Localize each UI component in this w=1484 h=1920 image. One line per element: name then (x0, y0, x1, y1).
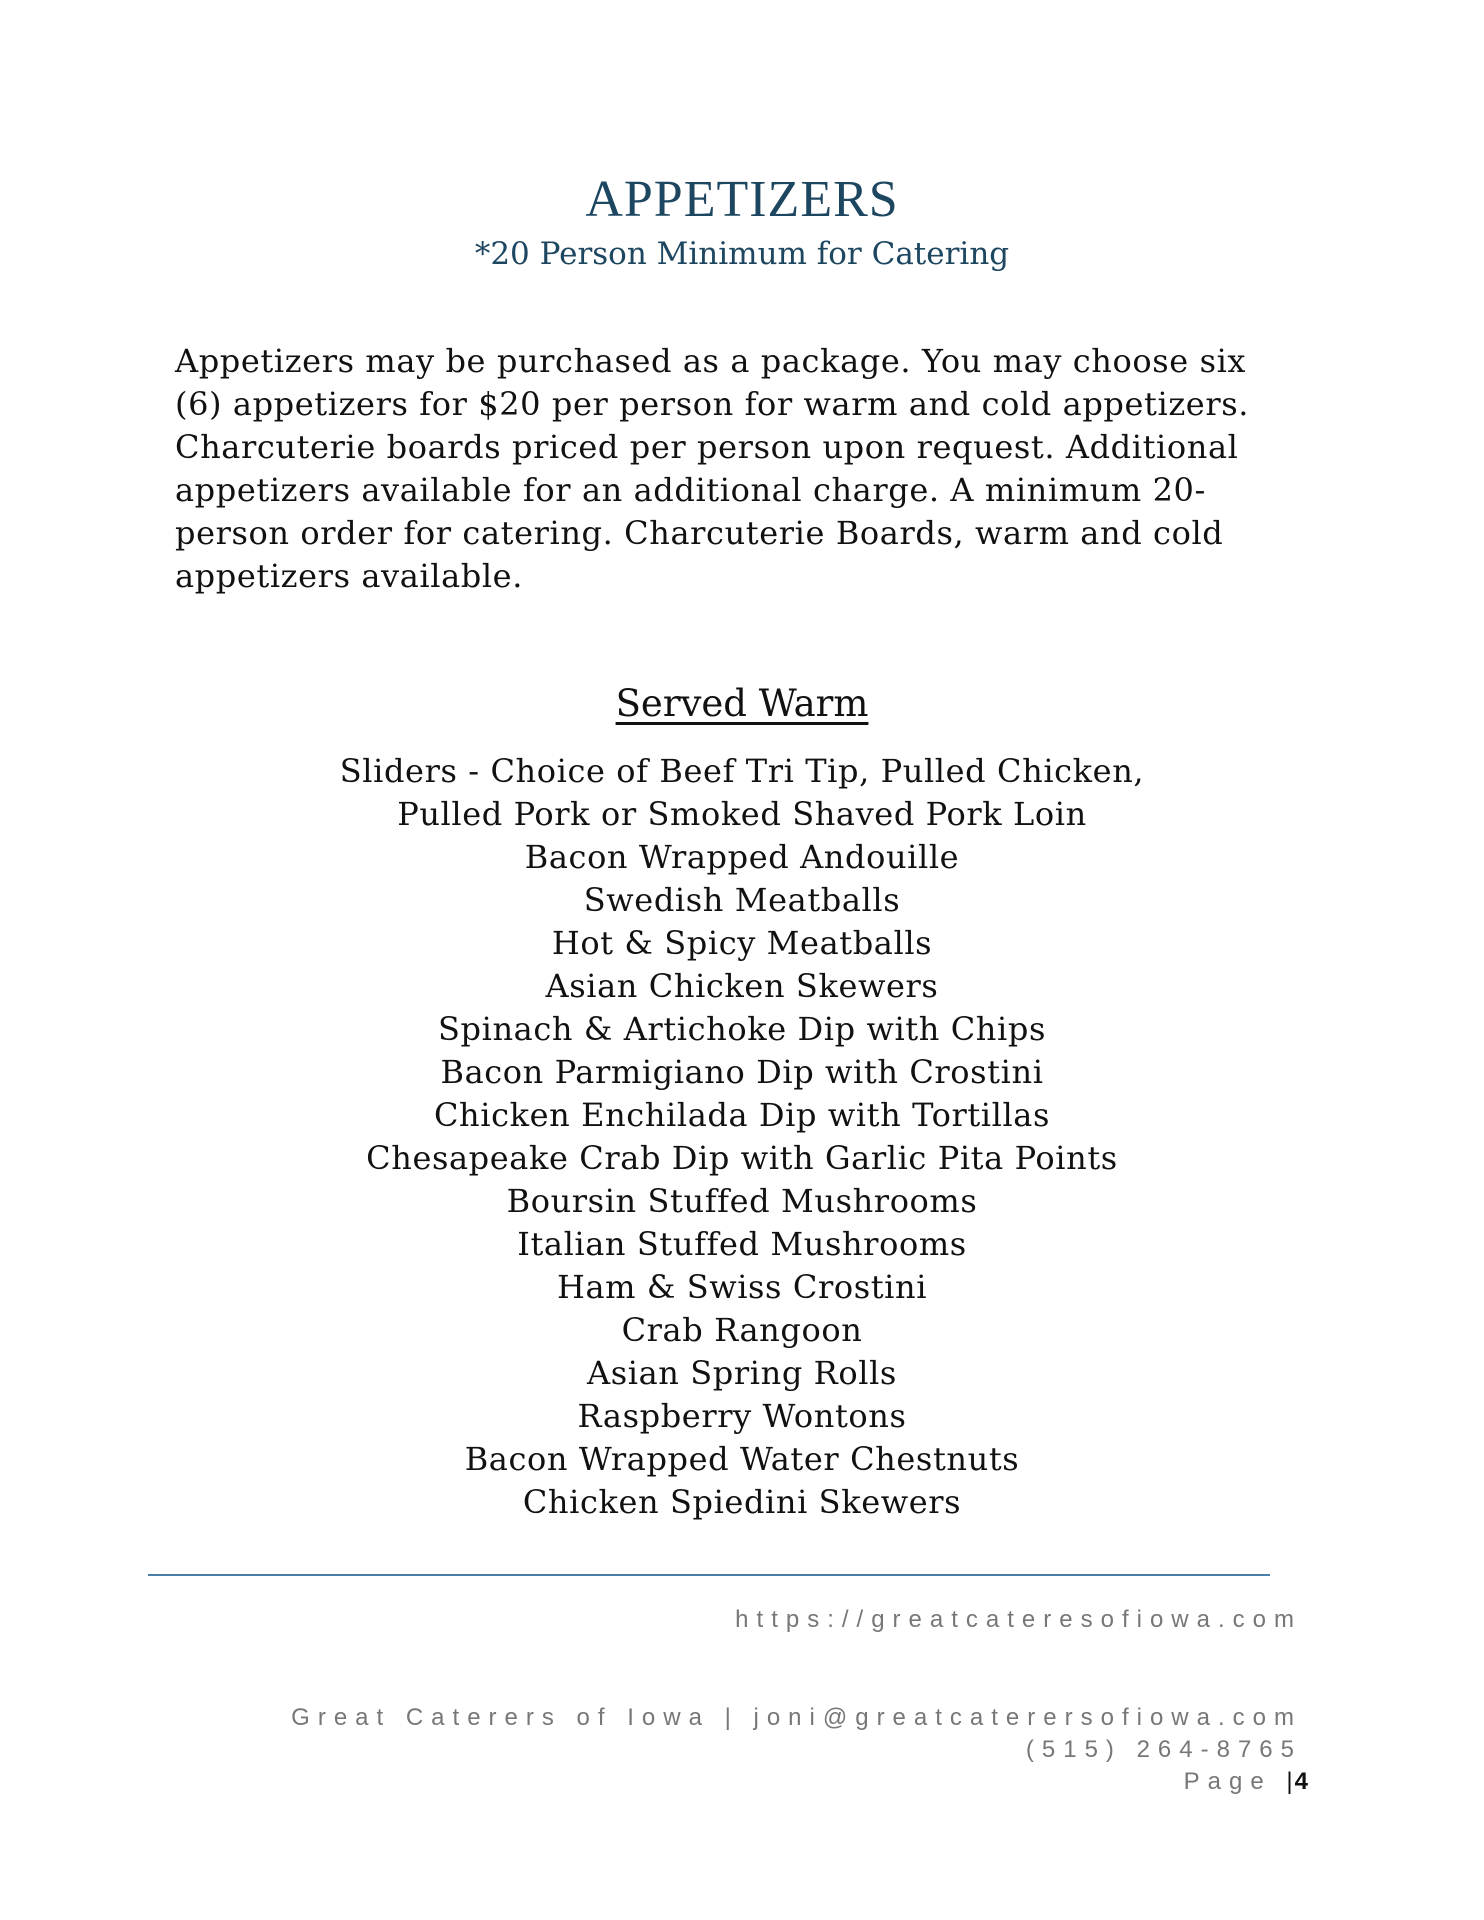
intro-line: appetizers available for an additional charge. A minimum 20- (175, 471, 1206, 509)
served-warm-list (0, 750, 1484, 1524)
footer-contact: Great Caterers of Iowa | joni@greatcaterersofiowa.com (291, 1704, 1302, 1731)
page-title: APPETIZERS (585, 171, 899, 228)
list-item: Chesapeake Crab Dip with Garlic Pita Points (366, 1139, 1118, 1177)
page-label: Page (1183, 1768, 1272, 1795)
list-item: Crab Rangoon (621, 1311, 863, 1349)
list-item: Ham & Swiss Crostini (556, 1268, 928, 1306)
footer-phone: (515) 264-8765 (1025, 1736, 1302, 1763)
list-item: Boursin Stuffed Mushrooms (506, 1182, 978, 1220)
intro-line: Appetizers may be purchased as a package. You may choose six (175, 342, 1247, 380)
intro-paragraph (175, 340, 1315, 598)
list-item: Bacon Wrapped Andouille (524, 838, 960, 876)
page-number: 4 (1294, 1768, 1308, 1795)
intro-line: (6) appetizers for $20 per person for warm and cold appetizers. (175, 385, 1250, 423)
intro-line: person order for catering. Charcuterie Boards, warm and cold (175, 514, 1224, 552)
list-item: Chicken Enchilada Dip with Tortillas (433, 1096, 1051, 1134)
intro-line: appetizers available. (175, 557, 523, 595)
page-separator: | (1286, 1768, 1295, 1795)
page-number-footer (1184, 1768, 1308, 1796)
list-item: Bacon Parmigiano Dip with Crostini (440, 1053, 1044, 1091)
list-item: Hot & Spicy Meatballs (551, 924, 933, 962)
footer-divider (148, 1574, 1270, 1576)
page-subtitle: *20 Person Minimum for Catering (474, 236, 1010, 272)
intro-line: Charcuterie boards priced per person upon request. Additional (175, 428, 1239, 466)
section-heading-served-warm: Served Warm (615, 682, 869, 725)
list-item: Asian Chicken Skewers (545, 967, 939, 1005)
list-item: Raspberry Wontons (577, 1397, 907, 1435)
list-item: Pulled Pork or Smoked Shaved Pork Loin (397, 795, 1087, 833)
list-item: Italian Stuffed Mushrooms (517, 1225, 967, 1263)
footer-url[interactable]: https://greatcateresofiowa.com (735, 1606, 1302, 1633)
list-item: Swedish Meatballs (583, 881, 901, 919)
list-item: Sliders - Choice of Beef Tri Tip, Pulled Chicken, (339, 752, 1145, 790)
list-item: Bacon Wrapped Water Chestnuts (464, 1440, 1020, 1478)
list-item: Spinach & Artichoke Dip with Chips (438, 1010, 1046, 1048)
list-item: Asian Spring Rolls (587, 1354, 897, 1392)
list-item: Chicken Spiedini Skewers (522, 1483, 962, 1521)
